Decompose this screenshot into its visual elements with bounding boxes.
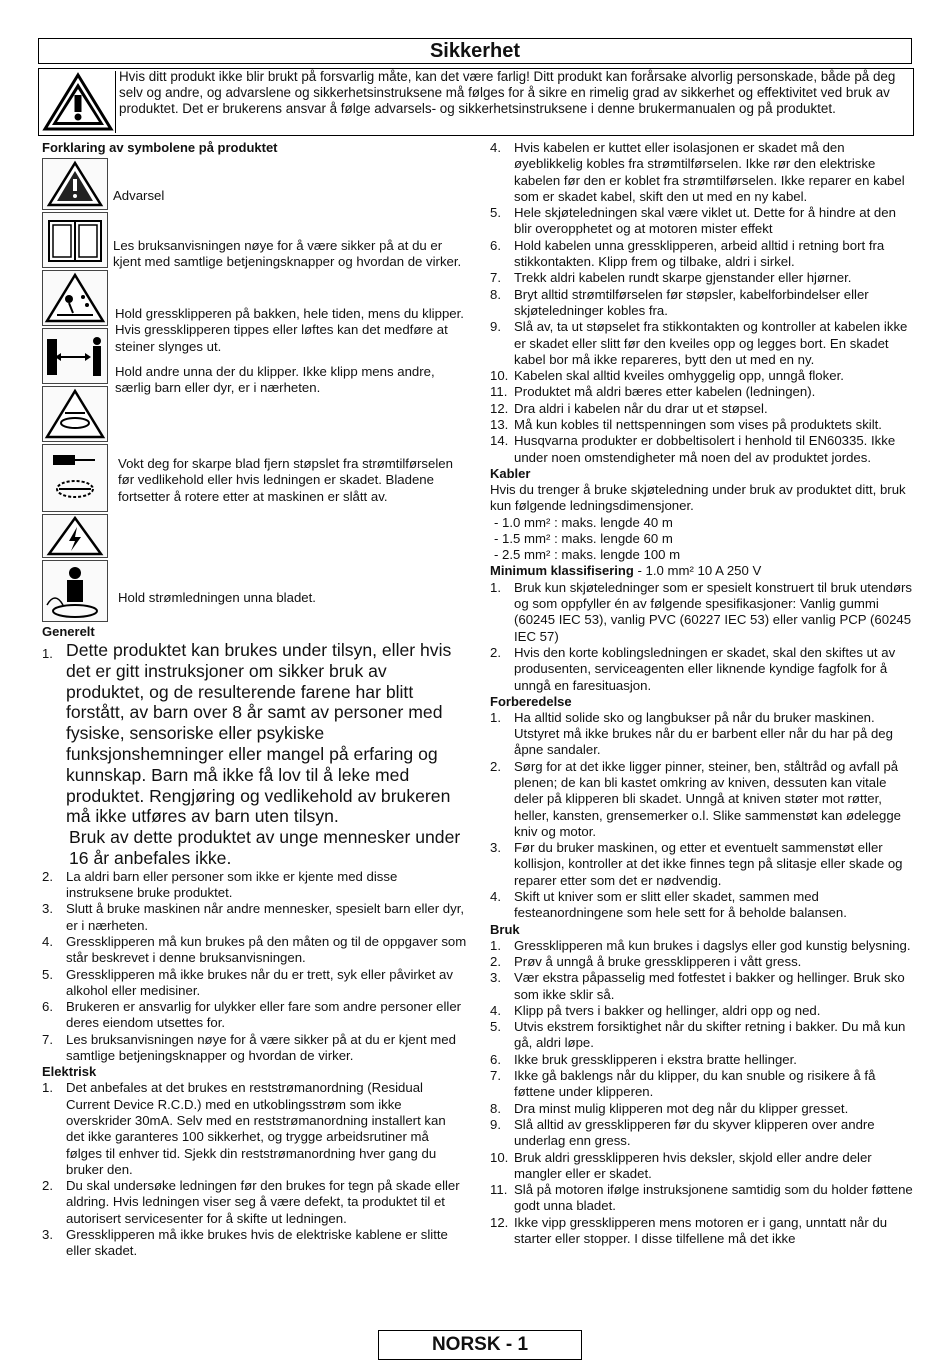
- cables-heading: Kabler: [490, 465, 531, 481]
- list-item: 11. Produktet må aldri bæres etter kabelen (ledningen).: [490, 384, 816, 400]
- list-item: 2. Hvis den korte koblingsledningen er skadet, skal den skiftes ut av produsenten, serviceagenten eller liknende kyndige fagfolk for å unngå en faresituasjon.: [490, 644, 896, 693]
- min-class-value: - 1.0 mm² 10 A 250 V: [637, 563, 762, 579]
- list-item: 11. Slå på motoren ifølge instruksjonene samtidig som du holder føttene godt unna bladet.: [490, 1182, 913, 1214]
- list-item: 2. Prøv å unngå å bruke gressklipperen i vått gress.: [490, 953, 802, 969]
- list-item: 2. La aldri barn eller personer som ikke er kjente med disse instruksene bruke produktet.: [42, 868, 398, 901]
- cable-away-from-blade-icon: [42, 560, 108, 622]
- list-item: 7. Trekk aldri kabelen rundt skarpe gjenstander eller hjørner.: [490, 270, 852, 286]
- list-item: 4. Gressklipperen må kun brukes på den måten og til de oppgaver som står beskrevet i denne bruksanvisningen.: [42, 933, 467, 966]
- manual-book-icon: [42, 212, 108, 268]
- warning-triangle-icon: [41, 71, 116, 133]
- cable-size-2: - 1.5 mm² : maks. lengde 60 m: [494, 530, 673, 546]
- list-item: 6. Ikke bruk gressklipperen i ekstra bratte hellinger.: [490, 1051, 797, 1067]
- cable-size-1: - 1.0 mm² : maks. lengde 40 m: [494, 514, 673, 530]
- list-item: 1. Gressklipperen må kun brukes i dagslys eller god kunstig belysning.: [490, 937, 911, 953]
- list-item: Bruk av dette produktet av unge mennesker under 16 år anbefales ikke.: [69, 827, 461, 868]
- symbol-text-distance: Hold andre unna der du klipper. Ikke klipp mens andre, særlig barn eller dyr, er i nærheten.: [115, 364, 435, 396]
- warning-symbol-icon: [42, 158, 108, 210]
- list-item: 4. Hvis kabelen er kuttet eller isolasjonen er skadet må den øyeblikkelig kobles fra strømtilførselen. Ikke rør den elektriske kabelen før den er koblet fra strømtilførselen. Ikke reparer en kabel som er skadet kabel, skift den ut med en ny kabel.: [490, 140, 905, 204]
- list-item: 3. Vær ekstra påpasselig med fotfestet i bakker og hellinger. Bruk sko som ikke sklir så.: [490, 970, 905, 1002]
- list-item: 1. Bruk kun skjøteledninger som er spesielt konstruert til bruk utendørs og som oppfyller én av følgende spesifikasjoner: Vanlig gummi (60245 IEC 53), vanlig PVC (60227 IEC 53) eller vanlig PCP (60245 IEC 57): [490, 579, 912, 644]
- unplug-maintenance-icon: [42, 444, 108, 512]
- use-list: [490, 938, 915, 1248]
- list-item: 2. Sørg for at det ikke ligger pinner, steiner, ben, ståltråd og avfall på plenen; de kan bli kastet omkring av kniven, dessuten kan vitale deler på klipperen bli skadet. Unngå at kniven støter mot røtter, heller, kansten, grensemerker o.l. Slike sammenstøt kan ødelegge kniv og motor.: [490, 758, 902, 839]
- symbol-text-blade: Vokt deg for skarpe blad fjern støpslet fra strømtilførselen før vedlikehold eller hvis ledningen er skadet. Bladene fortsetter å rotere etter at maskinen er slått av.: [118, 456, 453, 504]
- page-title: Sikkerhet: [38, 38, 912, 64]
- list-item: 12. Ikke vipp gressklipperen mens motoren er i gang, unntatt når du starter eller stopper. I disse tilfellene må det ikke: [490, 1214, 888, 1246]
- list-item: 14. Husqvarna produkter er dobbeltisolert i henhold til EN60335. Ikke under noen omstendigheter må noen del av produktet jordes.: [490, 433, 896, 465]
- min-class-label: Minimum klassifisering: [490, 563, 634, 579]
- list-item: 5. Utvis ekstrem forsiktighet når du skifter retning i bakker. Du må kun gå, aldri løpe.: [490, 1019, 906, 1051]
- symbol-text-manual: Les bruksanvisningen nøye for å være sikker på at du er kjent med samtlige betjeningsknapper og hvordan de virker.: [113, 238, 462, 270]
- general-heading: Generelt: [42, 624, 95, 639]
- list-item: 6. Hold kabelen unna gressklipperen, arbeid alltid i retning bort fra stikkontakten. Klipp frem og tilbake, aldri i sirkel.: [490, 237, 885, 270]
- list-item: 3. Gressklipperen må ikke brukes hvis de elektriske kablene er slitte eller skadet.: [42, 1227, 448, 1259]
- list-item: 4. Klipp på tvers i bakker og hellinger, aldri opp og ned.: [490, 1002, 821, 1018]
- list-item: 9. Slå alltid av gressklipperen før du skyver klipperen over andre underlag enn gress.: [490, 1116, 875, 1149]
- page-footer: NORSK - 1: [378, 1330, 582, 1360]
- cables-intro: Hvis du trenger å bruke skjøteledning under bruk av produktet ditt, bruk kun følgende ledningsdimensjoner.: [490, 481, 906, 514]
- list-item: 1. Det anbefales at det brukes en reststrømanordning (Residual Current Device R.C.D.) med en utkoblingsstrøm som ikke overskrider 30mA. Selv med en reststrømanordning installert kan det ikke garanteres 100 sikkerhet, og trygge arbeidsrutiner må følges til enhver tid. Sjekk din reststrømanordning hver gang du bruker den.: [42, 1080, 446, 1177]
- thrown-stones-icon: [42, 270, 108, 326]
- symbol-text-warning: Advarsel: [113, 188, 165, 203]
- list-item: 5. Gressklipperen må ikke brukes når du er trett, syk eller påvirket av alkohol eller medisiner.: [42, 966, 453, 998]
- prep-list: [490, 710, 915, 922]
- electric-heading: Elektrisk: [42, 1064, 97, 1080]
- list-item: 4. Skift ut kniver som er slitt eller skadet, sammen med festeanordningene som hele sett for å beholde balansen.: [490, 889, 847, 921]
- list-item: 2. Du skal undersøke ledningen før den brukes for tegn på skade eller aldring. Hvis ledningen viser seg å være defekt, ta produktet til et autorisert servicesenter for å skifte ut ledningen.: [42, 1178, 460, 1226]
- left-column: [42, 140, 467, 1260]
- prep-heading: Forberedelse: [490, 693, 572, 709]
- intro-warning-box: [38, 68, 914, 136]
- symbols-heading: Forklaring av symbolene på produktet: [42, 140, 278, 155]
- symbol-text-cable: Hold strømledningen unna bladet.: [118, 590, 316, 605]
- list-item: 1. Ha alltid solide sko og langbukser på når du bruker maskinen. Utstyret må ikke brukes når du er barbent eller når du har på deg åpne sandaler.: [490, 709, 893, 758]
- keep-distance-icon: [42, 328, 108, 384]
- list-item: 9. Slå av, ta ut støpselet fra stikkontakten og kontroller at kabelen ikke er skadet eller slitt før den kveiles opp og legges bort. En skadet kabel bor må ikke repareres, bytt den ut med en ny.: [490, 319, 908, 367]
- intro-text: Hvis ditt produkt ikke blir brukt på forsvarlig måte, kan det være farlig! Ditt produkt kan forårsake alvorlig personskade, både på deg selv og andre, og advarslene og sikkerhetsinstruksene må følges for å sikre en rimelig grad av sikkerhet og effektivitet ved bruk av produktet. Det er brukerens ansvar å følge advarsels- og sikkerhetsinstruksene i denne brukermanualen og på produktet.: [119, 69, 896, 117]
- cable-size-3: - 2.5 mm² : maks. lengde 100 m: [494, 547, 681, 563]
- symbols-list: [42, 156, 467, 612]
- right-column: [490, 140, 915, 1247]
- list-item: 10. Bruk aldri gressklipperen hvis deksler, skjold eller andre deler mangler eller er skadet.: [490, 1149, 872, 1181]
- electric-shock-icon: [42, 514, 108, 558]
- list-item: 7. Les bruksanvisningen nøye for å være sikker på at du er kjent med samtlige betjeningsknapper og hvordan de virker.: [42, 1031, 456, 1064]
- list-item: 5. Hele skjøteledningen skal være viklet ut. Dette for å hindre at den blir overopphetet og at motoren mister effekt: [490, 205, 896, 237]
- cables-list: [490, 580, 915, 694]
- list-item: 13. Må kun kobles til nettspenningen som vises på produktets skilt.: [490, 417, 882, 433]
- electric-list-right: [490, 140, 915, 466]
- general-list: [42, 640, 467, 1064]
- electric-list-left: [42, 1080, 467, 1259]
- list-item: 12. Dra aldri i kabelen når du drar ut et støpsel.: [490, 400, 768, 416]
- list-item: 8. Dra minst mulig klipperen mot deg når du klipper gresset.: [490, 1100, 849, 1116]
- list-item: 3. Før du bruker maskinen, og etter et eventuelt sammenstøt eller kollisjon, kontroller at det ikke finnes tegn på slitasje eller skade og reparer etter som det er nødvendig.: [490, 840, 903, 888]
- min-class-line: [490, 563, 915, 579]
- list-item: 6. Brukeren er ansvarlig for ulykker eller fare som andre personer eller deres eiendom utsettes for.: [42, 999, 462, 1031]
- list-item: 10. Kabelen skal alltid kveiles omhyggelig opp, unngå floker.: [490, 368, 844, 384]
- list-item: 7. Ikke gå baklengs når du klipper, du kan snuble og risikere å få føttene under klipperen.: [490, 1068, 876, 1100]
- list-item: 3. Slutt å bruke maskinen når andre mennesker, spesielt barn eller dyr, er i nærheten.: [42, 901, 465, 933]
- list-item: 1. Dette produktet kan brukes under tilsyn, eller hvis det er gitt instruksjoner om sikker bruk av produktet, og de resulterende farene har blitt forstått, av barn over 8 år samt av personer med fysiske, sensoriske eller psykiske funksjonshemninger eller mangel på erfaring og kunnskap. Barn må ikke få lov til å leke med produktet. Rengjøring og vedlikehold av brukeren må ikke utføres av barn uten tilsyn.: [42, 640, 452, 827]
- use-heading: Bruk: [490, 921, 520, 937]
- symbol-text-stones: Hold gressklipperen på bakken, hele tiden, mens du klipper. Hvis gressklipperen tippes eller løftes kan det medføre at steiner slynges ut.: [115, 306, 464, 354]
- list-item: 8. Bryt alltid strømtilførselen før støpsler, kabelforbindelser eller skjøteledninger kobles fra.: [490, 286, 869, 318]
- sharp-blade-icon: [42, 386, 108, 442]
